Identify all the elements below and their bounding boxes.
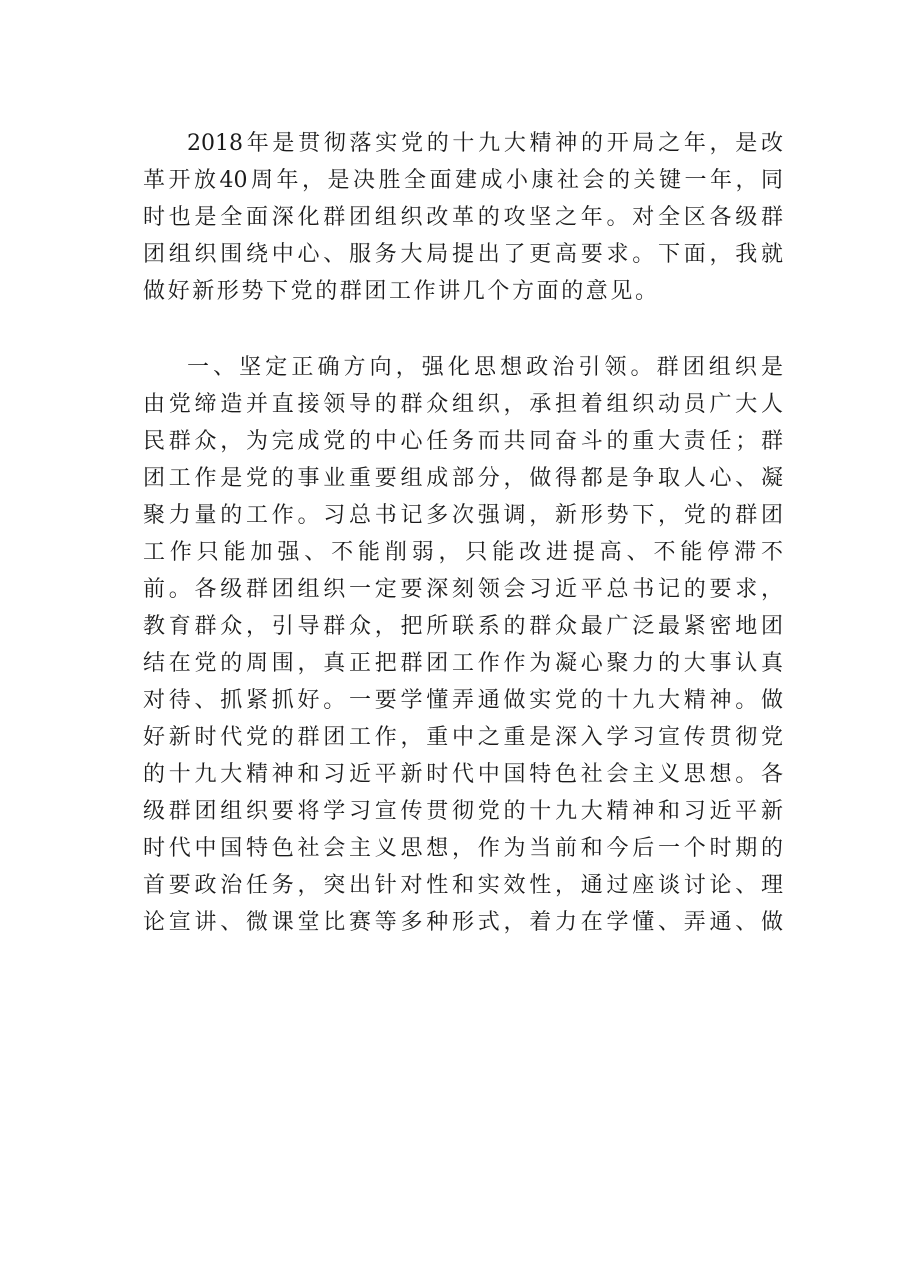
paragraph-2-line-5: 聚力量的工作。习总书记多次强调，新形势下，党的群团 — [143, 503, 783, 528]
paragraph-2-line-4: 团工作是党的事业重要组成部分，做得都是争取人心、凝 — [143, 466, 783, 491]
paragraph-2-line-16: 论宣讲、微课堂比赛等多种形式，着力在学懂、弄通、做 — [143, 910, 783, 935]
paragraph-2-line-12: 的十九大精神和习近平新时代中国特色社会主义思想。各 — [143, 762, 783, 787]
paragraph-1-line-2: 革开放40周年，是决胜全面建成小康社会的关键一年，同 — [143, 168, 783, 193]
paragraph-2-line-1: 一、坚定正确方向，强化思想政治引领。群团组织是 — [187, 355, 783, 380]
paragraph-2-line-3: 民群众，为完成党的中心任务而共同奋斗的重大责任；群 — [143, 429, 783, 454]
paragraph-2-line-13: 级群团组织要将学习宣传贯彻党的十九大精神和习近平新 — [143, 799, 783, 824]
paragraph-2-line-11: 好新时代党的群团工作，重中之重是深入学习宣传贯彻党 — [143, 725, 783, 750]
paragraph-1-line-1: 2018年是贯彻落实党的十九大精神的开局之年，是改 — [187, 131, 783, 156]
paragraph-2-line-2: 由党缔造并直接领导的群众组织，承担着组织动员广大人 — [143, 392, 783, 417]
paragraph-2-line-8: 教育群众，引导群众，把所联系的群众最广泛最紧密地团 — [143, 614, 783, 639]
paragraph-1-line-4: 团组织围绕中心、服务大局提出了更高要求。下面，我就 — [143, 242, 783, 267]
paragraph-1-line-5: 做好新形势下党的群团工作讲几个方面的意见。 — [143, 279, 660, 304]
paragraph-2-line-10: 对待、抓紧抓好。一要学懂弄通做实党的十九大精神。做 — [143, 688, 783, 713]
paragraph-1-line-3: 时也是全面深化群团组织改革的攻坚之年。对全区各级群 — [143, 205, 783, 230]
paragraph-2-line-14: 时代中国特色社会主义思想，作为当前和今后一个时期的 — [143, 836, 783, 861]
paragraph-2-line-9: 结在党的周围，真正把群团工作作为凝心聚力的大事认真 — [143, 651, 783, 676]
paragraph-2-line-7: 前。各级群团组织一定要深刻领会习近平总书记的要求， — [143, 577, 783, 602]
paragraph-2-line-15: 首要政治任务，突出针对性和实效性，通过座谈讨论、理 — [143, 873, 783, 898]
paragraph-2-line-6: 工作只能加强、不能削弱，只能改进提高、不能停滞不 — [143, 540, 783, 565]
